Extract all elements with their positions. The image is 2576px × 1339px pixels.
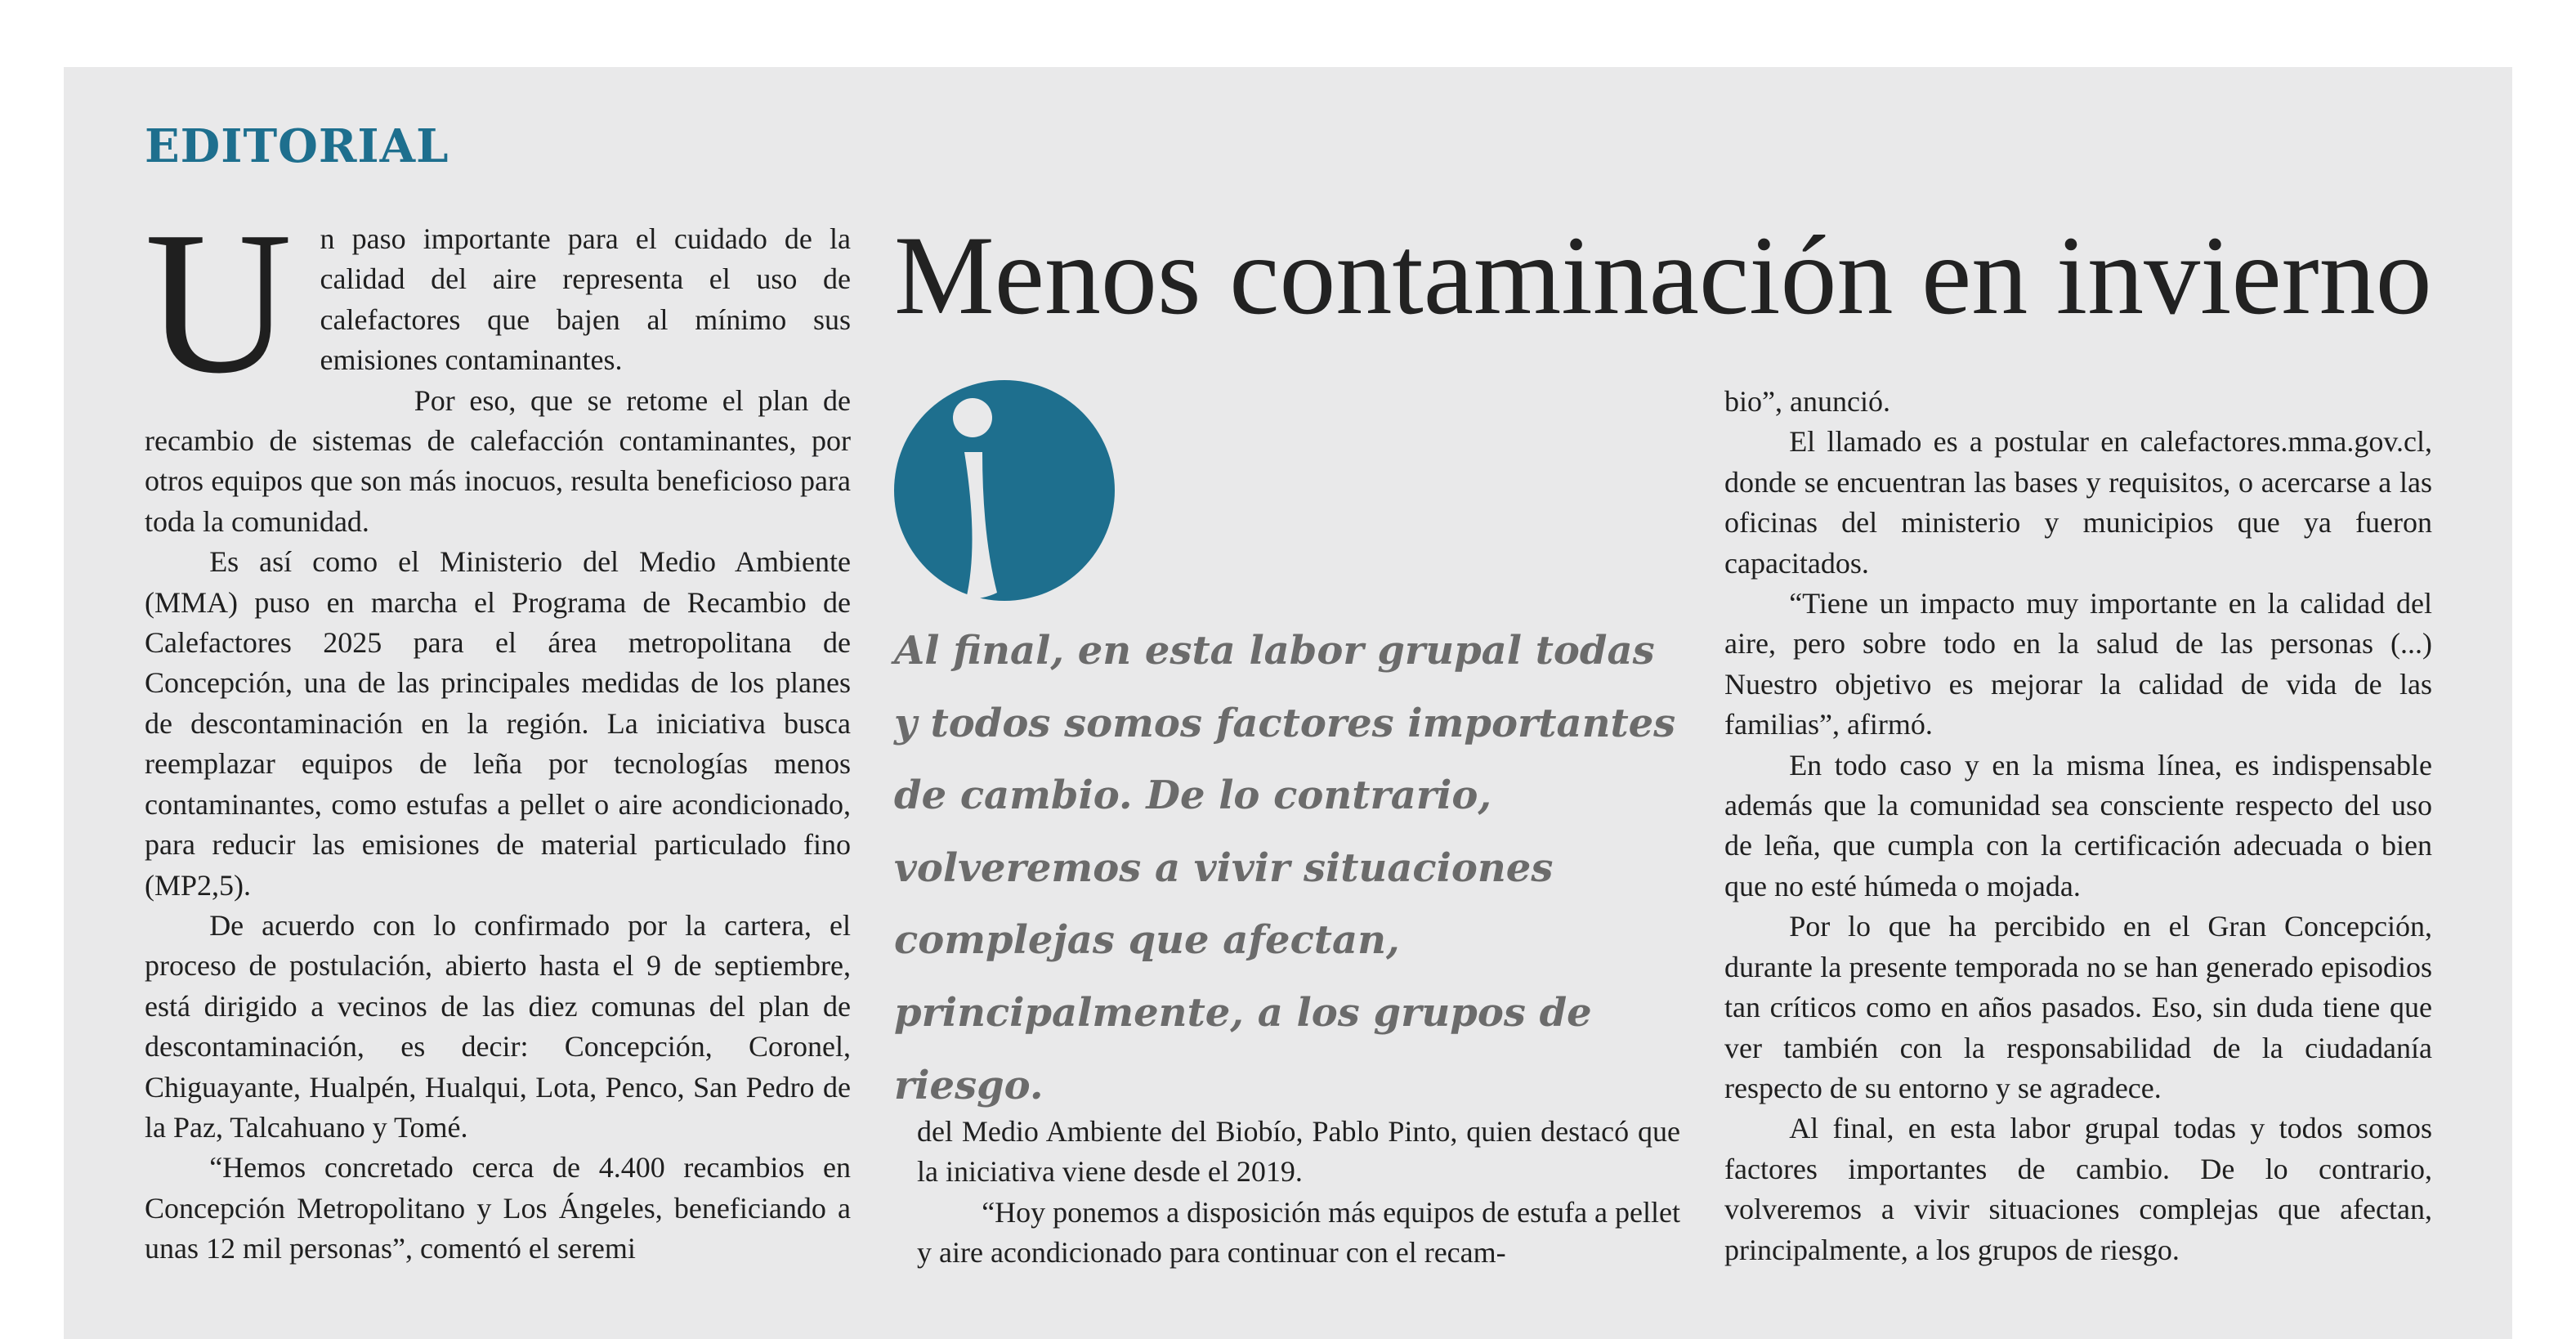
paragraph: “Hoy ponemos a disposición más equipos de estufa a pellet y aire acondicionado para continuar con el recam-: [917, 1195, 1680, 1270]
paragraph: “Tiene un impacto muy importante en la calidad del aire, pero sobre todo en la salud de las personas (...) Nuestro objetivo es mejorar la calidad de vida de las familias”, afirmó.: [1724, 587, 2432, 741]
pull-quote: Al final, en esta labor grupal todas y todos somos factores importantes de cambio. De lo contrario, volveremos a vivir situaciones complejas que afectan, principalmente, a los grupos de riesgo.: [894, 628, 1676, 1108]
article-column-1: [145, 190, 851, 1270]
paragraph: De acuerdo con lo confirmado por la cartera, el proceso de postulación, abierto hasta el 9 de septiembre, está dirigido a vecinos de las diez comunas del plan de descontaminación, es decir: Concepción, Coronel, Chiguayante, Hualpén, Hualqui, Lota, Penco, San Pedro de la Paz, Talcahuano y Tomé.: [145, 908, 851, 1144]
paragraph: Por lo que ha percibido en el Gran Concepción, durante la presente temporada no se han generado episodios tan críticos como en años pasados. Eso, sin duda tiene que ver también con la responsabilidad de la ciudadanía respecto de su entorno y se agradece.: [1724, 910, 2432, 1104]
drop-cap: U: [145, 190, 293, 416]
paragraph: Es así como el Ministerio del Medio Ambiente (MMA) puso en marcha el Programa de Recambio de Calefactores 2025 para el área metropolitana de Concepción, una de las principales medidas de los planes de descontaminación en la región. La iniciativa busca reemplazar equipos de leña por tecnologías menos contaminantes, como estufas a pellet o aire acondicionado, para reducir las emisiones de material particulado fino (MP2,5).: [145, 545, 851, 902]
paragraph: del Medio Ambiente del Biobío, Pablo Pinto, quien destacó que la iniciativa viene desde el 2019.: [917, 1115, 1680, 1189]
paragraph: bio”, anunció.: [1724, 385, 1890, 418]
paragraph: “Hemos concretado cerca de 4.400 recambios en Concepción Metropolitano y Los Ángeles, beneficiando a unas 12 mil personas”, comentó el seremi: [145, 1151, 851, 1265]
paragraph: El llamado es a postular en calefactores.mma.gov.cl, donde se encuentran las bases y requisitos, o acercarse a las oficinas del ministerio y municipios que ya fueron capacitados.: [1724, 425, 2432, 580]
headline: Menos contaminación en invierno: [894, 213, 2432, 338]
section-label: EDITORIAL: [145, 119, 449, 173]
article-column-2: [917, 1112, 1680, 1274]
paragraph: n paso importante para el cuidado de la calidad del aire representa el uso de calefactores que bajen al mínimo sus emisiones contaminantes.: [320, 222, 851, 377]
paragraph: En todo caso y en la misma línea, es indispensable además que la comunidad sea consciente respecto del uso de leña, que cumpla con la certificación adecuada o bien que no esté húmeda o mojada.: [1724, 748, 2432, 902]
paragraph: Por eso, que se retome el plan de recambio de sistemas de calefacción contaminantes, por otros equipos que son más inocuos, resulta beneficioso para toda la comunidad.: [145, 383, 851, 538]
info-icon: [894, 380, 1115, 601]
paragraph: Al final, en esta labor grupal todas y todos somos factores importantes de cambio. De lo contrario, volveremos a vivir situaciones complejas que afectan, principalmente, a los grupos de riesgo.: [1724, 1112, 2432, 1266]
article-column-3: [1724, 382, 2432, 1270]
